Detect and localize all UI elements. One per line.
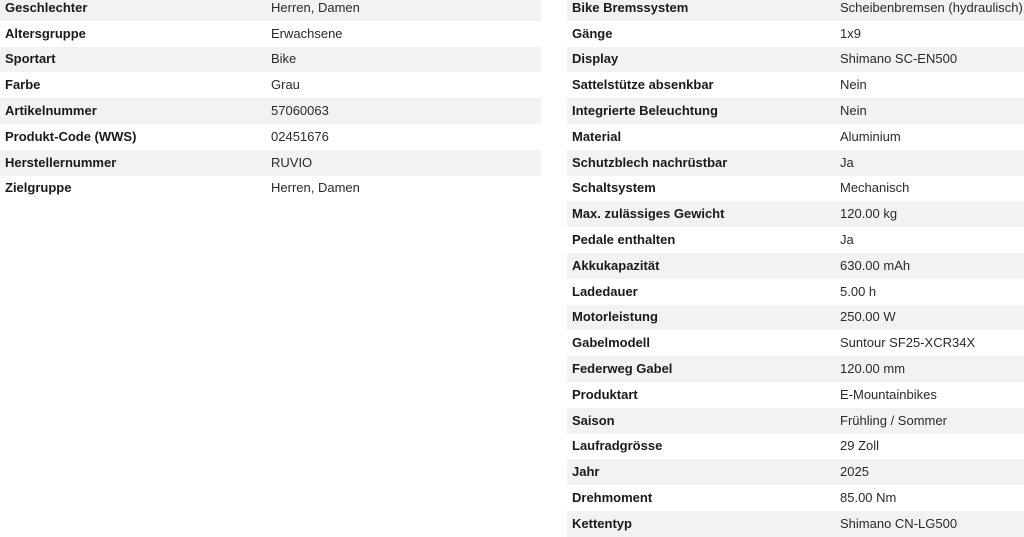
spec-label: Schutzblech nachrüstbar (572, 154, 728, 170)
table-row (567, 408, 1024, 434)
spec-value: Shimano CN-LG500 (840, 515, 958, 531)
table-row (567, 485, 1024, 511)
spec-label: Ladedauer (572, 283, 638, 299)
spec-label: Altersgruppe (5, 25, 86, 41)
spec-value: Ja (840, 154, 854, 170)
spec-value: Shimano SC-EN500 (840, 51, 958, 67)
spec-value: 02451676 (271, 128, 329, 144)
spec-value: Nein (840, 103, 867, 119)
table-row (567, 356, 1024, 382)
spec-label: Material (572, 128, 622, 144)
table-row (0, 176, 541, 202)
spec-table-right-body (567, 0, 1024, 537)
table-row (567, 150, 1024, 176)
spec-table-right (567, 0, 1024, 537)
spec-label: Artikelnummer (5, 103, 97, 119)
spec-value: Mechanisch (840, 180, 910, 196)
table-row (567, 124, 1024, 150)
spec-label: Jahr (572, 464, 600, 480)
spec-value: 29 Zoll (840, 438, 880, 454)
spec-label: Drehmoment (572, 490, 653, 506)
spec-value: 85.00 Nm (840, 490, 897, 506)
spec-value: 5.00 h (840, 283, 877, 299)
table-row (0, 47, 541, 73)
table-row (567, 382, 1024, 408)
spec-label: Geschlechter (5, 0, 88, 15)
spec-value: Frühling / Sommer (840, 412, 947, 428)
spec-value: Ja (840, 232, 854, 248)
spec-label: Laufradgrösse (572, 438, 663, 454)
table-row (567, 98, 1024, 124)
spec-label: Sattelstütze absenkbar (572, 77, 714, 93)
table-row (567, 227, 1024, 253)
spec-label: Saison (572, 412, 615, 428)
spec-value: E-Mountainbikes (840, 386, 937, 402)
spec-label: Farbe (5, 77, 41, 93)
spec-value: 120.00 mm (840, 361, 906, 377)
table-row (567, 330, 1024, 356)
table-row (567, 21, 1024, 47)
spec-label: Bike Bremssystem (572, 0, 689, 15)
table-row (0, 0, 541, 21)
spec-label: Kettentyp (572, 515, 632, 531)
table-row (567, 305, 1024, 331)
spec-value: 2025 (840, 464, 869, 480)
spec-value: Aluminium (840, 128, 901, 144)
spec-label: Motorleistung (572, 309, 658, 325)
spec-value: Suntour SF25-XCR34X (840, 335, 976, 351)
table-row (567, 47, 1024, 73)
spec-value: 120.00 kg (840, 206, 898, 222)
spec-value: 250.00 W (840, 309, 896, 325)
spec-label: Gabelmodell (572, 335, 651, 351)
spec-value: Herren, Damen (271, 180, 360, 196)
spec-label: Federweg Gabel (572, 361, 673, 377)
table-row (567, 511, 1024, 537)
table-row (0, 98, 541, 124)
spec-label: Pedale enthalten (572, 232, 676, 248)
spec-value: Nein (840, 77, 867, 93)
spec-table-left (0, 0, 541, 201)
spec-label: Herstellernummer (5, 154, 117, 170)
spec-value: 57060063 (271, 103, 329, 119)
table-row (567, 279, 1024, 305)
spec-label: Integrierte Beleuchtung (572, 103, 718, 119)
spec-value: 1x9 (840, 25, 861, 41)
table-row (567, 72, 1024, 98)
spec-label: Produkt-Code (WWS) (5, 128, 137, 144)
spec-label: Gänge (572, 25, 613, 41)
table-row (0, 150, 541, 176)
spec-label: Schaltsystem (572, 180, 656, 196)
spec-value: 630.00 mAh (840, 257, 911, 273)
table-row (0, 21, 541, 47)
table-row (0, 124, 541, 150)
table-row (567, 201, 1024, 227)
table-row (567, 176, 1024, 202)
spec-value: Bike (271, 51, 297, 67)
spec-label: Display (572, 51, 619, 67)
spec-value: Grau (271, 77, 300, 93)
spec-label: Max. zulässiges Gewicht (572, 206, 725, 222)
spec-value: Erwachsene (271, 25, 343, 41)
spec-label: Akkukapazität (572, 257, 660, 273)
table-row (567, 0, 1024, 21)
table-row (567, 434, 1024, 460)
spec-table-left-body (0, 0, 541, 201)
table-row (0, 72, 541, 98)
spec-label: Sportart (5, 51, 56, 67)
spec-value: RUVIO (271, 154, 313, 170)
spec-label: Zielgruppe (5, 180, 72, 196)
spec-value: Herren, Damen (271, 0, 360, 15)
table-row (567, 253, 1024, 279)
spec-value: Scheibenbremsen (hydraulisch) (840, 0, 1023, 15)
table-row (567, 459, 1024, 485)
spec-label: Produktart (572, 386, 638, 402)
